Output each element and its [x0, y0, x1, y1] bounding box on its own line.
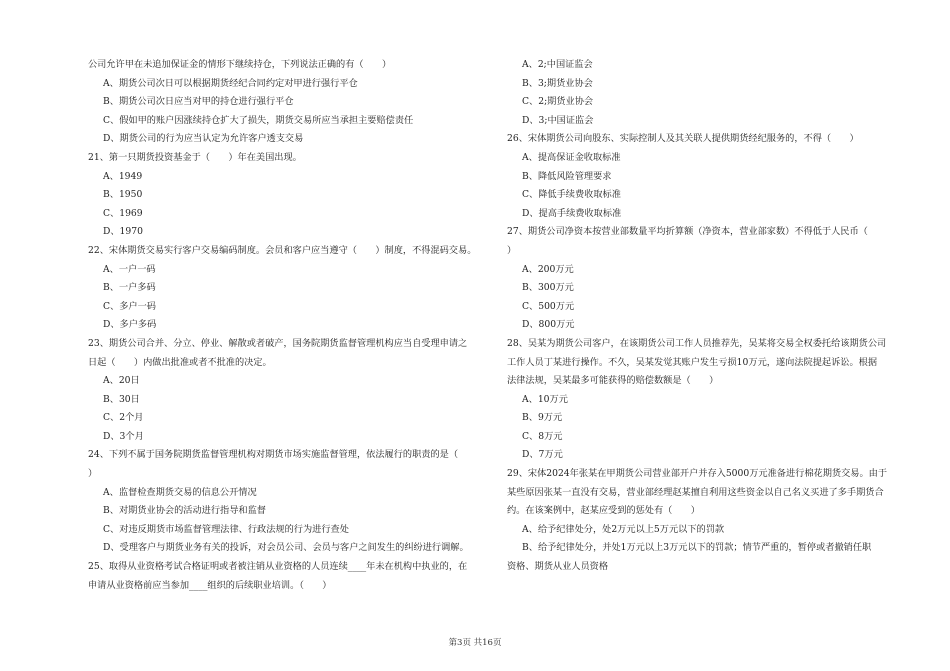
question-text: 某些原因张某一直没有交易，营业部经理赵某擅自利用这些资金以自己名义买进了多手期货合	[507, 486, 884, 498]
answer-option: B、对期货业协会的活动进行指导和监督	[103, 505, 266, 517]
question-text: 22、宋体期货交易实行客户交易编码制度。会员和客户应当遵守（ ）制度，不得混码交易。	[88, 244, 477, 256]
answer-option: A、1949	[103, 170, 143, 182]
question-text: 27、期货公司净资本按营业部数量平均折算额（净资本，营业部家数）不得低于人民币（	[507, 226, 868, 238]
question-text: 法律法规，吴某最多可能获得的赔偿数额是（ ）	[507, 375, 719, 387]
answer-option: A、提高保证金收取标准	[522, 151, 621, 163]
answer-option: B、给予纪律处分，并处1万元以上3万元以下的罚款；情节严重的，暂停或者撤销任职	[522, 542, 872, 554]
answer-option: D、7万元	[522, 449, 563, 461]
answer-option: D、多户多码	[103, 319, 157, 331]
answer-option: C、500万元	[522, 300, 575, 312]
answer-option: B、一户多码	[103, 282, 156, 294]
answer-option: D、期货公司的行为应当认定为允许客户透支交易	[103, 133, 304, 145]
answer-option: D、3个月	[103, 430, 144, 442]
answer-option: C、2;期货业协会	[522, 96, 594, 108]
answer-option: C、2个月	[103, 412, 144, 424]
right-column	[507, 56, 907, 577]
answer-option: D、提高手续费收取标准	[522, 207, 622, 219]
question-text: ）	[88, 468, 98, 480]
question-text: 工作人员丁某进行操作。不久，吴某发觉其账户发生亏损10万元，遂向法院提起诉讼。根据	[507, 356, 878, 368]
question-text: 24、下列不属于国务院期货监督管理机构对期货市场实施监督管理，依法履行的职责的是（	[88, 449, 459, 461]
answer-option: A、200万元	[522, 263, 574, 275]
answer-option: B、9万元	[522, 412, 563, 424]
question-text: 29、宋体2024年张某在甲期货公司营业部开户并存入5000万元准备进行棉花期货交易。由于	[507, 468, 888, 480]
answer-option: B、300万元	[522, 282, 574, 294]
question-text: 23、期货公司合并、分立、停业、解散或者破产，国务院期货监督管理机构应当自受理申请之	[88, 337, 468, 349]
answer-option: A、一户一码	[103, 263, 156, 275]
question-text: 日起（ ）内做出批准或者不批准的决定。	[88, 356, 272, 368]
answer-option: C、多户一码	[103, 300, 156, 312]
page-footer: 第3页 共16页	[448, 638, 502, 648]
answer-option: D、800万元	[522, 319, 575, 331]
question-text: 21、第一只期货投资基金于（ ）年在美国出现。	[88, 151, 302, 163]
answer-option: B、30日	[103, 393, 140, 405]
answer-option: A、10万元	[522, 393, 568, 405]
answer-option: B、期货公司次日应当对甲的持仓进行强行平仓	[103, 96, 294, 108]
answer-option: B、降低风险管理要求	[522, 170, 612, 182]
question-text: 公司允许甲在未追加保证金的情形下继续持仓，下列说法正确的有（ ）	[88, 59, 392, 70]
answer-option: A、20日	[103, 375, 140, 387]
answer-option: B、3;期货业协会	[522, 77, 593, 89]
question-text: 申请从业资格前应当参加____组织的后续职业培训。（ ）	[88, 579, 332, 591]
question-text: 26、宋体期货公司向股东、实际控制人及其关联人提供期货经纪服务的，不得（ ）	[507, 133, 859, 145]
answer-option: C、降低手续费收取标准	[522, 189, 621, 201]
question-text: 资格、期货从业人员资格	[507, 561, 609, 573]
answer-option: A、2;中国证监会	[522, 59, 593, 70]
question-text: 约。在该案例中，赵某应受到的惩处有（ ）	[507, 505, 700, 517]
question-text: 25、取得从业资格考试合格证明或者被注销从业资格的人员连续____年未在机构中执业的，在	[88, 561, 468, 573]
question-text: ）	[507, 244, 517, 256]
answer-option: B、1950	[103, 189, 143, 201]
answer-option: D、3;中国证监会	[522, 114, 594, 126]
answer-option: D、受理客户与期货业务有关的投诉，对会员公司、会员与客户之间发生的纠纷进行调解。	[103, 542, 469, 554]
answer-option: A、期货公司次日可以根据期货经纪合同约定对甲进行强行平仓	[103, 77, 358, 89]
answer-option: C、对违反期货市场监督管理法律、行政法规的行为进行查处	[103, 523, 349, 535]
question-text: 28、吴某为期货公司客户，在该期货公司工作人员推荐先，吴某将交易全权委托给该期货公司	[507, 337, 887, 349]
answer-option: C、1969	[103, 207, 143, 219]
answer-option: C、假如甲的账户因涨续持仓扩大了损失，期货交易所应当承担主要赔偿责任	[103, 114, 414, 126]
answer-option: C、8万元	[522, 430, 563, 442]
answer-option: A、给予纪律处分，处2万元以上5万元以下的罚款	[522, 523, 725, 535]
left-column	[88, 56, 488, 595]
answer-option: D、1970	[103, 226, 143, 238]
answer-option: A、监督检查期货交易的信息公开情况	[103, 486, 257, 498]
